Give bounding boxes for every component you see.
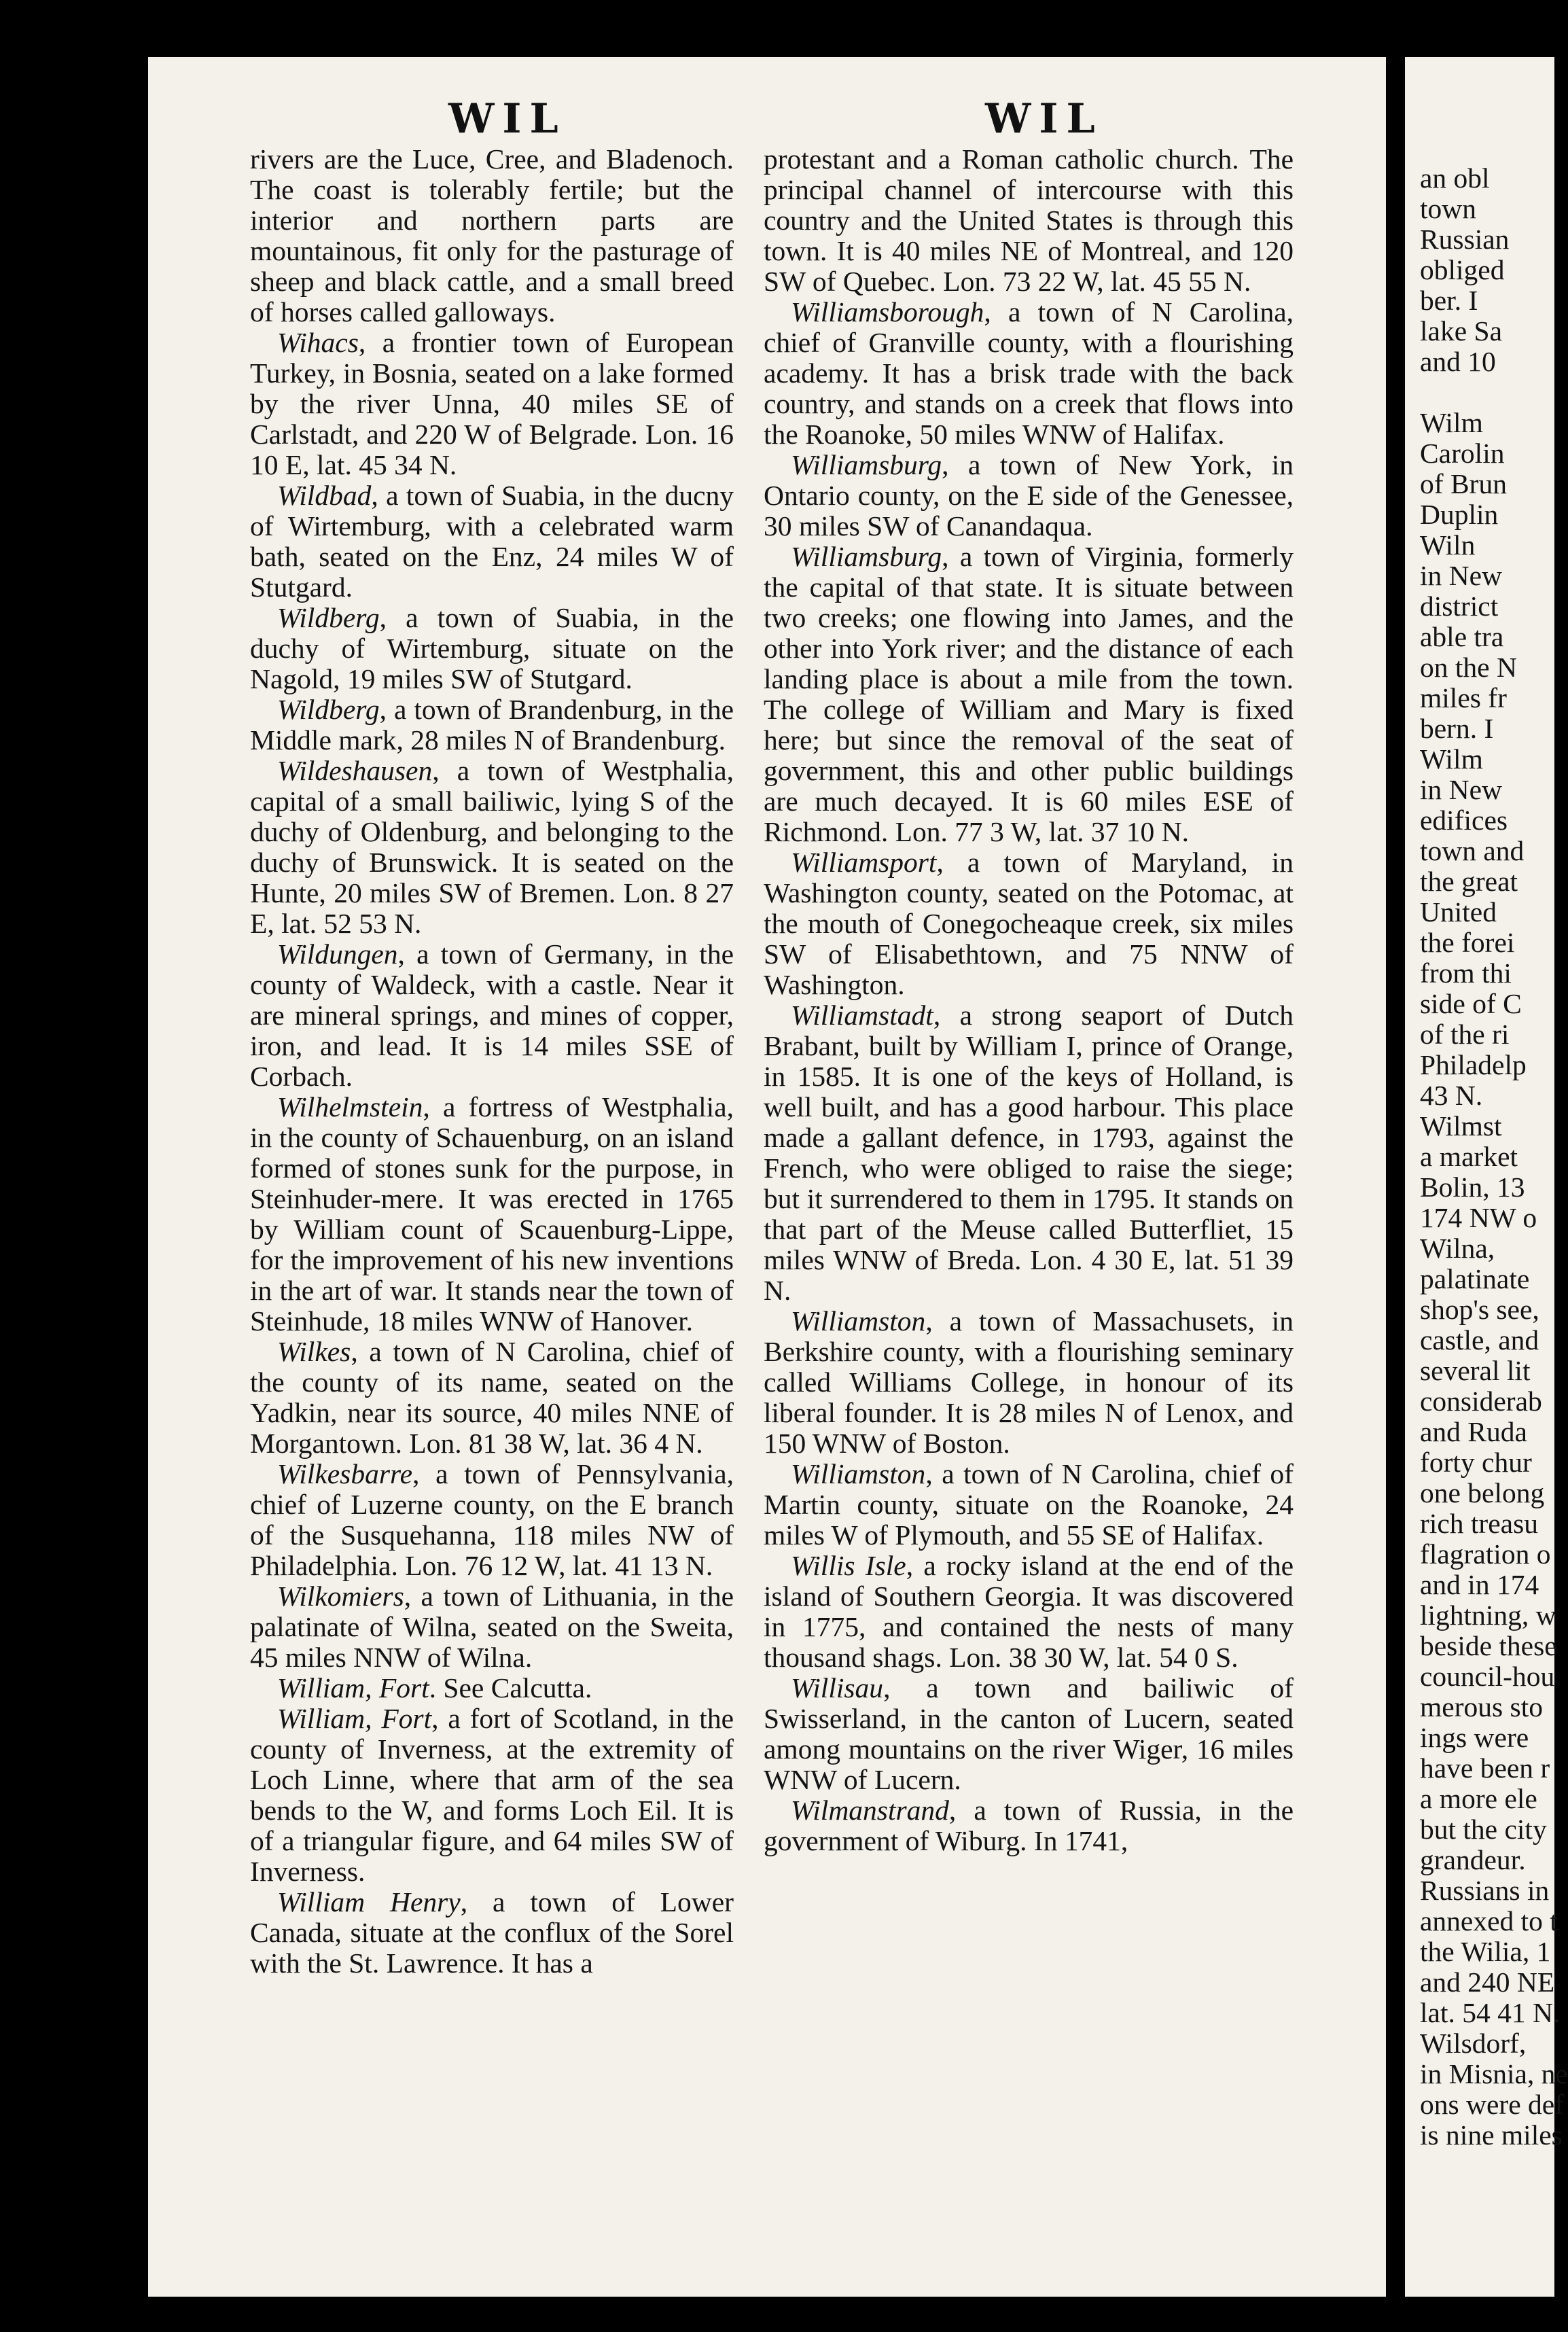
gazetteer-entry — [250, 1337, 734, 1459]
gazetteer-entry — [764, 542, 1294, 847]
fragment-line: but the city — [1420, 1814, 1547, 1845]
entry-text: , a town and bailiwic of Swisserland, in the canton of Lucern, seated among mountains on the river Wiger, 16 miles WNW of Lucern. — [764, 1672, 1294, 1795]
fragment-line: 174 NW o — [1420, 1202, 1537, 1233]
entry-text: rivers are the Luce, Cree, and Bladenoch. The coast is tolerably fertile; but the interior and northern parts are mountainous, fit only for the pasturage of sheep and black cattle, and a small breed of horses called galloways. — [250, 143, 734, 328]
running-head-left: WIL — [448, 95, 567, 143]
fragment-line: 43 N. — [1420, 1080, 1483, 1111]
fragment-line: town and — [1420, 835, 1525, 866]
running-head-right: WIL — [985, 95, 1103, 143]
fragment-line: lake Sa — [1420, 315, 1502, 347]
fragment-line: district — [1420, 590, 1499, 622]
fragment-line: grandeur. — [1420, 1844, 1526, 1875]
fragment-line: the forei — [1420, 927, 1515, 958]
right-column — [764, 144, 1294, 1856]
entry-headword: Wilmanstrand — [791, 1795, 949, 1826]
fragment-line: able tra — [1420, 621, 1504, 652]
fragment-line: castle, and — [1420, 1324, 1539, 1356]
entry-text: , a town of Germany, in the county of Waldeck, with a castle. Near it are mineral springs, and mines of copper, iron, and lead. It is 14 miles SSE of Corbach. — [250, 938, 734, 1092]
gazetteer-entry — [250, 1459, 734, 1581]
entry-text: , a town of Russia, in the government of Wiburg. In 1741, — [764, 1795, 1294, 1856]
fragment-line: council-hou — [1420, 1661, 1555, 1692]
entry-headword: Williamsport — [791, 847, 937, 878]
entry-text: , a town of New York, in Ontario county, on the E side of the Genessee, 30 miles SW of Canandaqua. — [764, 449, 1294, 542]
fragment-line: and in 174 — [1420, 1569, 1539, 1600]
fragment-line: flagration o — [1420, 1538, 1551, 1570]
fragment-line: town — [1420, 193, 1476, 224]
fragment-line — [1420, 377, 1556, 408]
entry-headword: Willis Isle — [791, 1550, 906, 1581]
fragment-line: a more ele — [1420, 1783, 1537, 1814]
entry-headword: Wildbad — [277, 480, 372, 511]
fragment-line: an obl — [1420, 162, 1490, 194]
fragment-line: a market — [1420, 1141, 1518, 1172]
third-column-fragment — [1420, 162, 1568, 2151]
entry-headword: Williamston — [791, 1305, 926, 1337]
fragment-line: the great — [1420, 866, 1518, 897]
entry-text: , a town of Suabia, in the ducny of Wirtemburg, with a celebrated warm bath, seated on the Enz, 24 miles W of Stutgard. — [250, 480, 734, 603]
entry-text: , a rocky island at the end of the island of Southern Georgia. It was discovered in 1775, and contained the nests of many thousand shags. Lon. 38 30 W, lat. 54 0 S. — [764, 1550, 1294, 1673]
entry-headword: Wilkes — [277, 1336, 351, 1367]
fragment-line: Duplin — [1420, 499, 1499, 530]
entry-headword: Wildeshausen — [277, 755, 433, 786]
fragment-line: Carolin — [1420, 438, 1505, 469]
fragment-line: on the N — [1420, 652, 1517, 683]
entry-text: , a town of Maryland, in Washington county, seated on the Potomac, at the mouth of Conegocheaque creek, six miles SW of Elisabethtown, and 75 NNW of Washington. — [764, 847, 1294, 1000]
fragment-line: lat. 54 41 N. — [1420, 1997, 1561, 2028]
gazetteer-entry — [250, 1673, 734, 1703]
fragment-line: Wilna, — [1420, 1233, 1495, 1264]
entry-headword: Williamston — [791, 1458, 926, 1489]
entry-headword: Wildungen — [277, 938, 398, 970]
gazetteer-entry — [764, 450, 1294, 542]
fragment-line: in Misnia, ne — [1420, 2058, 1568, 2089]
gazetteer-entry — [764, 847, 1294, 1000]
gazetteer-entry — [250, 756, 734, 939]
gazetteer-entry — [250, 1703, 734, 1887]
fragment-line: considerab — [1420, 1385, 1542, 1417]
gazetteer-entry — [764, 1459, 1294, 1551]
entry-text: , a fortress of Westphalia, in the county of Schauenburg, on an island formed of stones sunk for the purpose, in Steinhuder-mere. It was erected in 1765 by William count of Scauenburg-Lippe, for the improvement of his new inventions in the art of war. It stands near the town of Steinhude, 18 miles WNW of Hanover. — [250, 1091, 734, 1337]
fragment-line: ings were — [1420, 1722, 1529, 1753]
fragment-line: in New — [1420, 560, 1503, 591]
gazetteer-entry — [250, 694, 734, 756]
entry-headword: Willisau — [791, 1672, 884, 1703]
fragment-line: palatinate — [1420, 1263, 1530, 1294]
entry-headword: Williamsburg — [791, 541, 942, 572]
entry-headword: Williamsburg — [791, 449, 942, 480]
entry-text: , a town of Lower Canada, situate at the conflux of the Sorel with the St. Lawrence. It has a — [250, 1886, 734, 1979]
fragment-line: and 240 NE — [1420, 1966, 1555, 1998]
entry-headword: Wilkesbarre — [277, 1458, 413, 1489]
entry-headword: Wilhelmstein — [277, 1091, 423, 1123]
gazetteer-entry — [764, 144, 1294, 297]
fragment-line: Wilm — [1420, 407, 1483, 438]
fragment-line: the Wilia, 1 — [1420, 1936, 1551, 1967]
gazetteer-entry — [250, 1887, 734, 1979]
fragment-line: and Ruda — [1420, 1416, 1527, 1447]
entry-text: , a town of Suabia, in the duchy of Wirtemburg, situate on the Nagold, 19 miles SW of Stutgard. — [250, 602, 734, 694]
entry-headword: Wilkomiers — [277, 1580, 404, 1612]
fragment-line: Wilmst — [1420, 1110, 1502, 1142]
fragment-line: forty chur — [1420, 1447, 1532, 1478]
entry-headword: Wildberg — [277, 694, 380, 725]
fragment-line: beside these — [1420, 1630, 1557, 1661]
left-column — [250, 144, 734, 1979]
fragment-line: in New — [1420, 774, 1503, 805]
fragment-line: Russians in — [1420, 1875, 1550, 1906]
fragment-line: Wilsdorf, — [1420, 2028, 1527, 2059]
fragment-line: ons were def — [1420, 2089, 1565, 2120]
fragment-line: United — [1420, 896, 1497, 928]
gazetteer-entry — [250, 1092, 734, 1337]
entry-text: , a town of Massachusets, in Berkshire county, with a flourishing seminary called Williams College, in honour of its liberal founder. It is 28 miles N of Lenox, and 150 WNW of Boston. — [764, 1305, 1294, 1459]
entry-headword: Williamstadt — [791, 1000, 933, 1031]
entry-text: , a town of Pennsylvania, chief of Luzerne county, on the E branch of the Susquehanna, 118 miles NW of Philadelphia. Lon. 76 12 W, lat. 41 13 N. — [250, 1458, 734, 1581]
fragment-line: merous sto — [1420, 1691, 1543, 1722]
entry-text: protestant and a Roman catholic church. The principal channel of intercourse with this country and the United States is through this town. It is 40 miles NE of Montreal, and 120 SW of Quebec. Lon. 73 22 W, lat. 45 55 N. — [764, 143, 1294, 297]
fragment-line: ber. I — [1420, 285, 1478, 316]
entry-text: , a frontier town of European Turkey, in Bosnia, seated on a lake formed by the river Unna, 40 miles SE of Carlstadt, and 220 W of Belgrade. Lon. 16 10 E, lat. 45 34 N. — [250, 327, 734, 480]
entry-headword: Wihacs — [277, 327, 359, 358]
fragment-line: and 10 — [1420, 346, 1496, 377]
entry-text: , a town of Lithuania, in the palatinate of Wilna, seated on the Sweita, 45 miles NNW of Wilna. — [250, 1580, 734, 1673]
fragment-line: one belong — [1420, 1477, 1545, 1508]
fragment-line: of Brun — [1420, 468, 1507, 499]
gazetteer-entry — [250, 144, 734, 328]
entry-headword: William, Fort — [277, 1672, 429, 1703]
fragment-line: Philadelp — [1420, 1049, 1527, 1080]
entry-text: . See Calcutta. — [429, 1672, 592, 1703]
entry-text: , a town of N Carolina, chief of Martin county, situate on the Roanoke, 24 miles W of Plymouth, and 55 SE of Halifax. — [764, 1458, 1294, 1551]
fragment-line: Russian — [1420, 224, 1510, 255]
fragment-line: rich treasu — [1420, 1508, 1538, 1539]
fragment-line: shop's see, — [1420, 1294, 1539, 1325]
entry-text: , a strong seaport of Dutch Brabant, built by William I, prince of Orange, in 1585. It is one of the keys of Holland, is well built, and has a good harbour. This place made a gallant defence, in 1793, against the French, who were obliged to raise the siege; but it surrendered to them in 1795. It stands on that part of the Meuse called Butterfliet, 15 miles WNW of Breda. Lon. 4 30 E, lat. 51 39 N. — [764, 1000, 1294, 1306]
gazetteer-entry — [764, 1795, 1294, 1856]
entry-text: , a town of Westphalia, capital of a small bailiwic, lying S of the duchy of Oldenburg, and belonging to the duchy of Brunswick. It is seated on the Hunte, 20 miles SW of Bremen. Lon. 8 27 E, lat. 52 53 N. — [250, 755, 734, 939]
entry-headword: Williamsborough — [791, 296, 984, 328]
fragment-line: obliged — [1420, 254, 1505, 285]
gazetteer-entry — [764, 1673, 1294, 1795]
fragment-line: of the ri — [1420, 1019, 1510, 1050]
fragment-line: Wiln — [1420, 529, 1476, 561]
fragment-line: is nine miles — [1420, 2119, 1563, 2151]
fragment-line: miles fr — [1420, 682, 1507, 713]
fragment-line: bern. I — [1420, 713, 1494, 744]
entry-headword: William, Fort — [277, 1703, 432, 1734]
entry-text: , a town of N Carolina, chief of Granville county, with a flourishing academy. It has a brisk trade with the back country, and stands on a creek that flows into the Roanoke, 50 miles WNW of Halifax. — [764, 296, 1294, 450]
fragment-line: Wilm — [1420, 743, 1483, 775]
gazetteer-entry — [250, 939, 734, 1092]
fragment-line: from thi — [1420, 957, 1512, 989]
gazetteer-entry — [764, 1306, 1294, 1459]
fragment-line: edifices — [1420, 805, 1508, 836]
fragment-line: have been r — [1420, 1752, 1550, 1784]
fragment-line: annexed to t — [1420, 1905, 1558, 1937]
entry-text: , a town of N Carolina, chief of the county of its name, seated on the Yadkin, near its source, 40 miles NNE of Morgantown. Lon. 81 38 W, lat. 36 4 N. — [250, 1336, 734, 1459]
entry-headword: William Henry — [277, 1886, 461, 1918]
entry-text: , a town of Virginia, formerly the capital of that state. It is situate between two creeks; one flowing into James, and the other into York river; and the distance of each landing place is about a mile from the town. The college of William and Mary is fixed here; but since the removal of the seat of government, this and other public buildings are much decayed. It is 60 miles ESE of Richmond. Lon. 77 3 W, lat. 37 10 N. — [764, 541, 1294, 847]
gazetteer-entry — [250, 603, 734, 694]
entry-text: , a town of Brandenburg, in the Middle mark, 28 miles N of Brandenburg. — [250, 694, 734, 756]
gazetteer-entry — [764, 1551, 1294, 1673]
fragment-line: lightning, w — [1420, 1600, 1556, 1631]
gazetteer-entry — [250, 480, 734, 603]
gazetteer-entry — [250, 1581, 734, 1673]
fragment-line: several lit — [1420, 1355, 1531, 1386]
gazetteer-entry — [764, 1000, 1294, 1306]
fragment-line: Bolin, 13 — [1420, 1171, 1525, 1203]
entry-text: , a fort of Scotland, in the county of Inverness, at the extremity of Loch Linne, where that arm of the sea bends to the W, and forms Loch Eil. It is of a triangular figure, and 64 miles SW of Inverness. — [250, 1703, 734, 1887]
fragment-line: side of C — [1420, 988, 1522, 1019]
gazetteer-entry — [764, 297, 1294, 450]
gazetteer-entry — [250, 328, 734, 480]
entry-headword: Wildberg — [277, 602, 380, 633]
